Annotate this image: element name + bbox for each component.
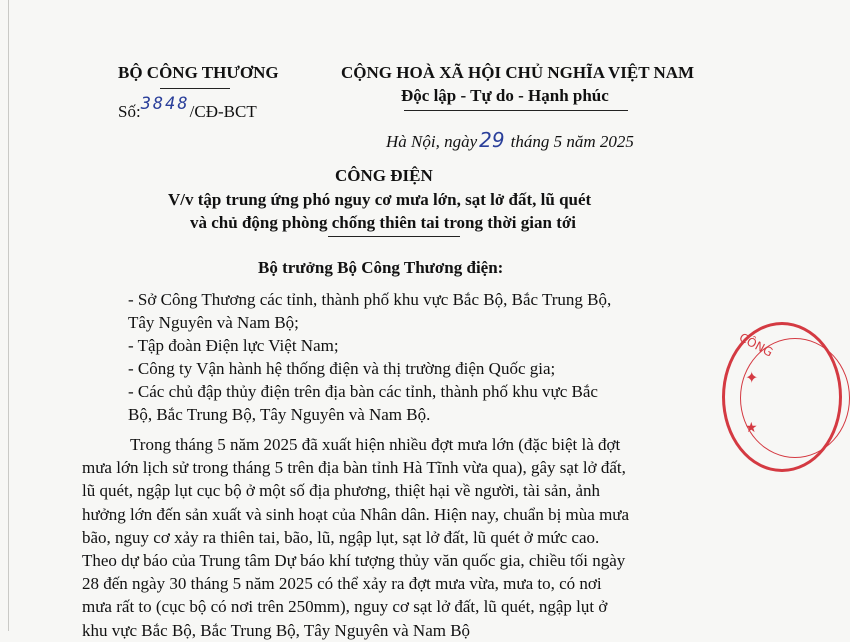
doc-no-suffix: /CĐ-BCT xyxy=(189,102,257,121)
doc-no-prefix: Số: xyxy=(118,102,141,121)
body-line: bão, nguy cơ xảy ra thiên tai, bão, lũ, ngập lụt, sạt lở đất, lũ quét ở mức cao. xyxy=(82,527,600,547)
recipient-list xyxy=(128,288,611,426)
document-number xyxy=(118,94,257,122)
official-seal-inner-ring xyxy=(740,338,850,458)
list-item: - Công ty Vận hành hệ thống điện và thị trường điện Quốc gia; xyxy=(128,359,556,378)
body-line: mưa rất to (cục bộ có nơi trên 250mm), nguy cơ sạt lở đất, lũ quét, ngập lụt ở xyxy=(82,597,608,617)
seal-text: CÔNG xyxy=(736,330,776,360)
body-line: 28 đến ngày 30 tháng 5 năm 2025 có thể xảy ra đợt mưa vừa, mưa to, có nơi xyxy=(82,574,602,594)
list-item: Bộ, Bắc Trung Bộ, Tây Nguyên và Nam Bộ. xyxy=(128,405,431,424)
seal-star-icon: ✦ xyxy=(745,368,759,387)
body-line: hưởng lớn đến sản xuất và sinh hoạt của Nhân dân. Hiện nay, chuẩn bị mùa mưa xyxy=(82,504,630,524)
list-item: - Sở Công Thương các tỉnh, thành phố khu vực Bắc Bộ, Bắc Trung Bộ, xyxy=(128,290,612,309)
body-line: Trong tháng 5 năm 2025 đã xuất hiện nhiều đợt mưa lớn (đặc biệt là đợt xyxy=(130,435,621,454)
body-paragraph xyxy=(82,433,722,642)
nation-name: CỘNG HOÀ XÃ HỘI CHỦ NGHĨA VIỆT NAM xyxy=(341,63,695,82)
document-type-title: CÔNG ĐIỆN xyxy=(335,166,433,185)
body-line: lũ quét, ngập lụt cục bộ ở một số địa phương, thiệt hại về người, tài sản, ảnh xyxy=(82,481,601,501)
body-line: Theo dự báo của Trung tâm Dự báo khí tượng thủy văn quốc gia, chiều tối ngày xyxy=(82,551,626,571)
subject-underline xyxy=(328,236,460,237)
doc-no-handwritten: 3848 xyxy=(140,94,190,114)
ministry-name: BỘ CÔNG THƯƠNG xyxy=(118,63,279,82)
date-day-handwritten: 29 xyxy=(479,128,505,152)
list-item: Tây Nguyên và Nam Bộ; xyxy=(128,313,299,332)
page-edge xyxy=(8,0,9,631)
motto-underline xyxy=(404,110,628,111)
list-item: - Các chủ đập thủy điện trên địa bàn các tỉnh, thành phố khu vực Bắc xyxy=(128,382,598,401)
body-line: mưa lớn lịch sử trong tháng 5 trên địa bàn tỉnh Hà Tĩnh vừa qua), gây sạt lở đất, xyxy=(82,458,626,478)
subject-line-2: và chủ động phòng chống thiên tai trong thời gian tới xyxy=(190,213,576,232)
date-suffix: tháng 5 năm 2025 xyxy=(510,132,634,151)
list-item: - Tập đoàn Điện lực Việt Nam; xyxy=(128,336,339,355)
subject-line-1: V/v tập trung ứng phó nguy cơ mưa lớn, sạt lở đất, lũ quét xyxy=(168,190,592,209)
issue-date xyxy=(386,128,634,152)
ministry-underline xyxy=(160,88,230,89)
national-motto: Độc lập - Tự do - Hạnh phúc xyxy=(401,86,609,105)
date-prefix: Hà Nội, ngày xyxy=(386,132,478,151)
seal-star-icon: ★ xyxy=(745,420,758,436)
sender-line: Bộ trưởng Bộ Công Thương điện: xyxy=(258,258,504,277)
body-line: khu vực Bắc Bộ, Bắc Trung Bộ, Tây Nguyên và Nam Bộ xyxy=(82,620,471,640)
